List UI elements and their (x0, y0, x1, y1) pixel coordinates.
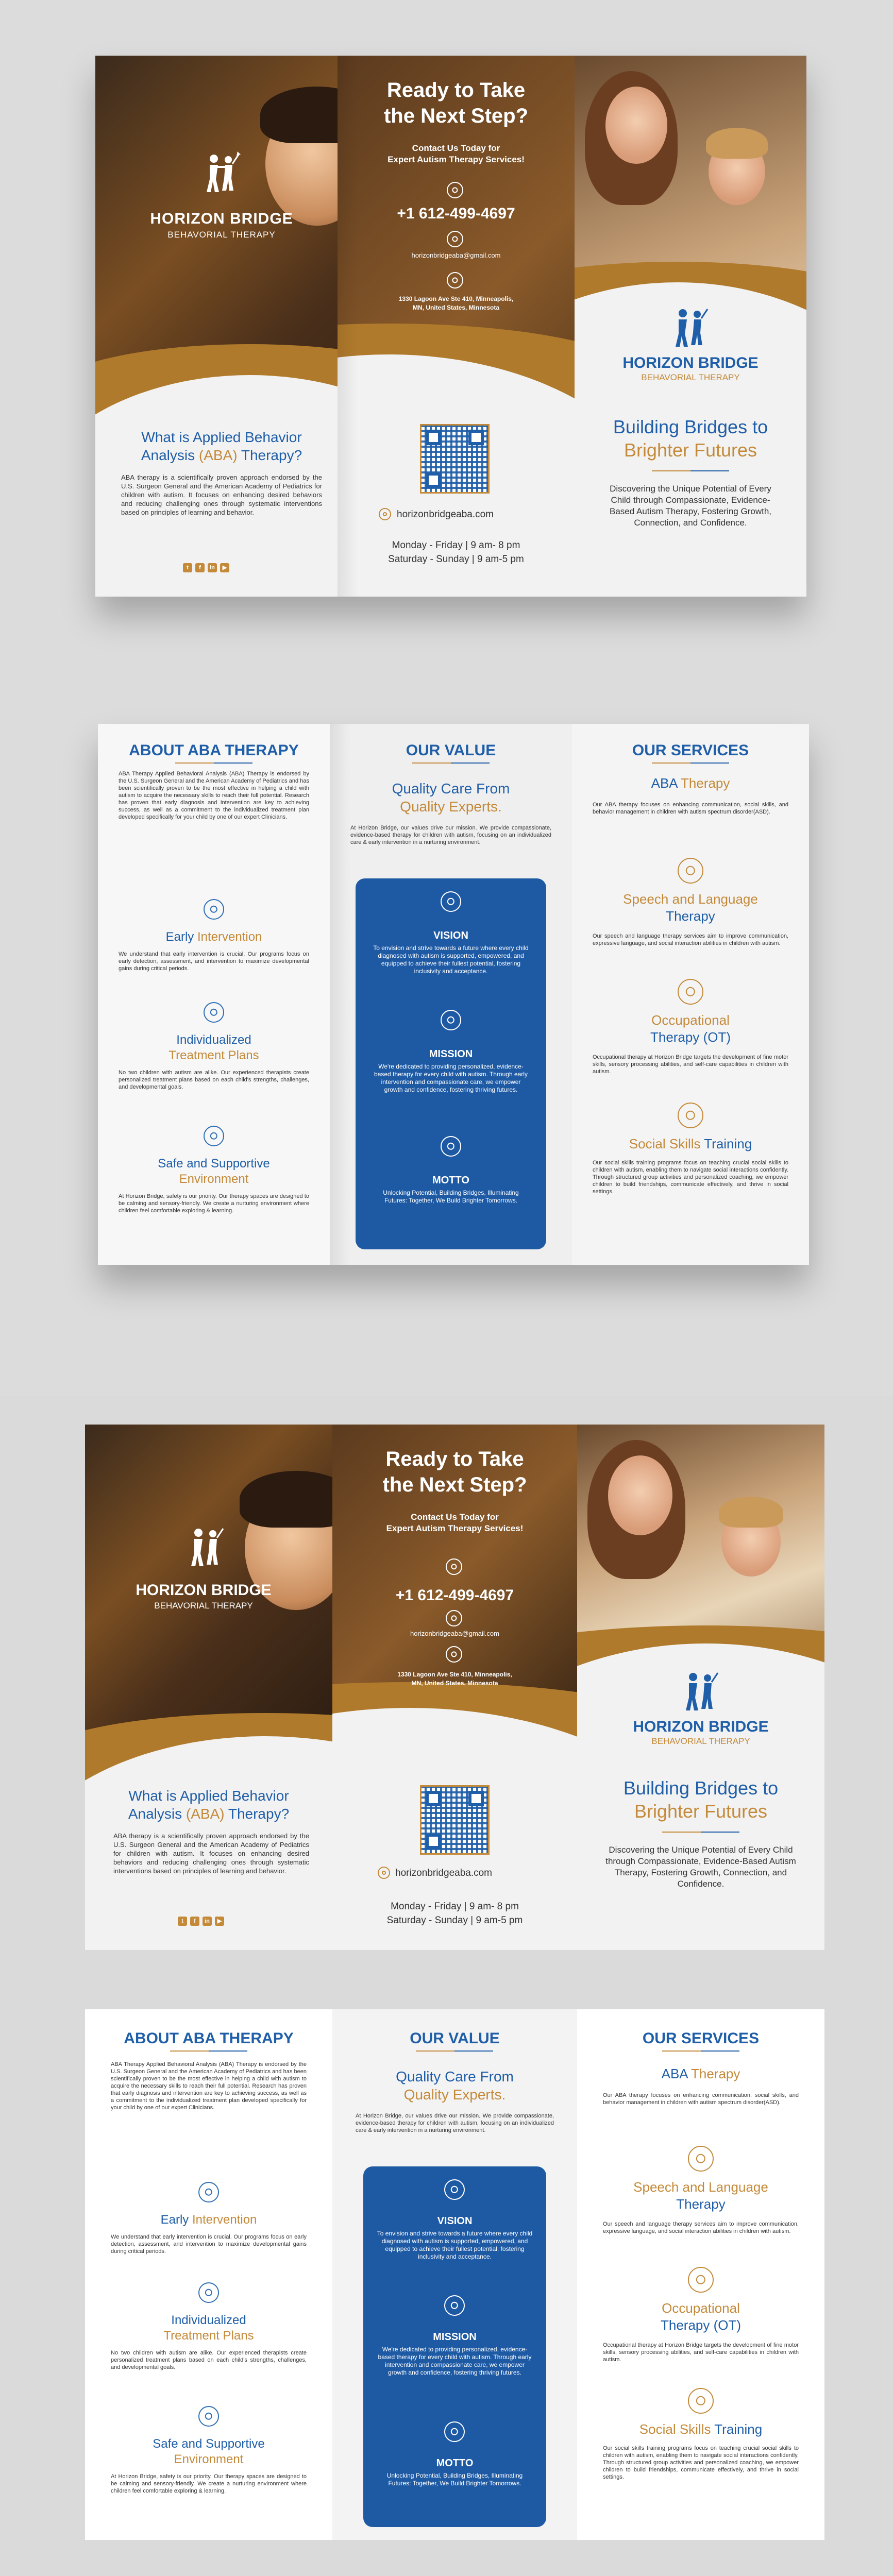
flat-location-icon (446, 1646, 462, 1663)
hours-line2: Saturday - Sunday | 9 am-5 pm (388, 554, 524, 565)
brand-tagline: BEHAVORIAL THERAPY (167, 230, 276, 240)
flat-about-title: ABOUT ABA THERAPY (124, 2030, 294, 2047)
mission-title: MISSION (429, 1048, 473, 1060)
youtube-icon[interactable]: ▶ (215, 1917, 224, 1926)
flat-cta-subtitle-line2: Expert Autism Therapy Services! (386, 1523, 524, 1533)
qr-code[interactable] (420, 424, 490, 494)
flat-panel-aba-info (85, 1425, 332, 1950)
aba-title-line2: Analysis (ABA) Therapy? (141, 447, 302, 463)
value-title: OUR VALUE (406, 742, 496, 759)
flat-mission-body: We're dedicated to providing personalized, evidence-based therapy for every child with autism. Through early intervention and compassionate care, we empower growth and confidence, fostering thriving futures. (378, 2346, 532, 2376)
individualized-title-a: Individualized (176, 1033, 251, 1047)
flat-panel-about (85, 2009, 332, 2540)
youtube-icon[interactable]: ▶ (220, 563, 229, 572)
flat-speech-title-b: Therapy (676, 2196, 726, 2212)
facebook-icon[interactable]: f (190, 1917, 199, 1926)
headline-body: Discovering the Unique Potential of Every Child through Compassionate, Evidence-Based Autism Therapy, Fostering Growth, Connection, and Confidence. (609, 484, 771, 528)
value-body: At Horizon Bridge, our values drive our mission. We provide compassionate, evidence-based therapy for children with autism, focusing on an individualized care & early intervention in a nurturing environment. (350, 825, 551, 845)
flat-qr-code[interactable] (420, 1785, 490, 1855)
ot-body: Occupational therapy at Horizon Bridge targets the development of fine motor skills, sensory processing abilities, and self-care capabilities in children with autism. (593, 1054, 788, 1075)
flat-ot-title-b: Therapy (OT) (660, 2317, 742, 2333)
ot-title-a: Occupational (651, 1012, 730, 1028)
flat-address-line2: MN, United States, Minnesota (411, 1680, 498, 1687)
flat-cover-brand-name: HORIZON BRIDGE (633, 1718, 769, 1735)
flat-individualized-title-b: Treatment Plans (163, 2329, 254, 2343)
flat-gear-icon (688, 2267, 714, 2293)
eye-icon (441, 891, 461, 912)
flat-aba-therapy-title: ABA Therapy (661, 2066, 740, 2081)
flat-woman-face-image (608, 1455, 672, 1535)
flat-individualized-body: No two children with autism are alike. Our experienced therapists create personalized treatment plans based on each child's strengths, challenges, and developmental goals. (111, 2350, 307, 2370)
flat-early-intervention-body: We understand that early intervention is crucial. Our programs focus on early detection, assessment, and intervention to maximize developmental gains during critical periods. (111, 2234, 307, 2255)
flat-vision-title: VISION (437, 2215, 473, 2227)
about-divider (175, 762, 252, 764)
flat-inside (85, 2009, 824, 2540)
flat-person-icon (198, 2282, 219, 2303)
flat-lightbulb-icon (444, 2421, 465, 2442)
motto-body: Unlocking Potential, Building Bridges, Illuminating Futures: Together, We Build Brighter Tomorrows. (383, 1189, 519, 1204)
flat-aba-title-line2: Analysis (ABA) Therapy? (128, 1806, 290, 1822)
flat-headline-line1: Building Bridges to (623, 1777, 779, 1799)
flat-panel-cover (577, 1425, 824, 1950)
flat-aba-therapy-body: Our ABA therapy focuses on enhancing communication, social skills, and behavior management in children with autism spectrum disorder(ASD). (603, 2092, 799, 2106)
aba-therapy-body: Our ABA therapy focuses on enhancing communication, social skills, and behavior management in children with autism spectrum disorder(ASD). (593, 802, 788, 815)
flat-cta-title-line2: the Next Step? (382, 1473, 527, 1496)
flat-vision-body: To envision and strive towards a future where every child diagnosed with autism is supported, empowered, and equipped to achieve their fullest potential, fostering inclusivity and acceptance. (377, 2230, 533, 2260)
individualized-body: No two children with autism are alike. Our experienced therapists create personalized treatment plans based on each child's strengths, challenges, and developmental goals. (119, 1070, 309, 1090)
twitter-icon[interactable]: t (183, 563, 192, 572)
shield-icon (204, 1126, 224, 1146)
panel-services (572, 724, 809, 1265)
flat-value-title: OUR VALUE (410, 2030, 500, 2047)
flat-social-skills-title: Social Skills Training (639, 2421, 763, 2437)
social-skills-title: Social Skills Training (629, 1136, 752, 1151)
flat-safe-body: At Horizon Bridge, safety is our priority. Our therapy spaces are designed to be calming and sensory-friendly. We create a nurturing environment where children feel comfortable exploring & learning. (111, 2473, 307, 2494)
flat-motto-title: MOTTO (436, 2458, 474, 2469)
flat-value-divider (416, 2050, 493, 2052)
twitter-icon[interactable]: t (178, 1917, 187, 1926)
flat-social-links (178, 1917, 224, 1926)
kids-logo-icon (198, 148, 245, 195)
flat-services-divider (662, 2050, 739, 2052)
flat-phone-icon (446, 1558, 462, 1575)
flat-globe-icon (378, 1867, 390, 1879)
flat-value-body: At Horizon Bridge, our values drive our mission. We provide compassionate, evidence-based therapy for children with autism, focusing on an individualized care & early intervention in a nurturing environment. (356, 2113, 554, 2133)
flat-shield-icon (198, 2406, 219, 2427)
flat-hours-line1: Monday - Friday | 9 am- 8 pm (391, 1901, 519, 1912)
flat-headline-line2: Brighter Futures (634, 1801, 768, 1822)
location-icon (447, 272, 463, 289)
flat-brand-name: HORIZON BRIDGE (136, 1582, 272, 1599)
services-divider (652, 762, 729, 764)
flat-phone-number[interactable]: +1 612-499-4697 (395, 1587, 514, 1604)
aba-title-line1: What is Applied Behavior (141, 429, 302, 445)
clock-icon (204, 899, 224, 920)
email-address[interactable]: horizonbridgeaba@gmail.com (411, 251, 501, 259)
speech-title-b: Therapy (666, 908, 715, 924)
speech-bubble-icon (678, 858, 703, 884)
kids-logo-blue-icon (667, 303, 714, 349)
flat-aba-body: ABA therapy is a scientifically proven approach endorsed by the U.S. Surgeon General and the American Academy of Pediatrics for children with autism. It focuses on enhancing desired behaviors and reducing challenging ones through systematic interventions based on principles of learning and behavior. (113, 1832, 309, 1875)
hours-line1: Monday - Friday | 9 am- 8 pm (392, 540, 520, 551)
cta-title-line1: Ready to Take (386, 79, 526, 101)
linkedin-icon[interactable]: in (203, 1917, 212, 1926)
value-divider (412, 762, 490, 764)
safe-body: At Horizon Bridge, safety is our priority. Our therapy spaces are designed to be calming and sensory-friendly. We create a nurturing environment where children feel comfortable exploring & learning. (119, 1193, 309, 1214)
flat-address-line1: 1330 Lagoon Ave Ste 410, Minneapolis, (397, 1671, 512, 1678)
flat-aba-title-line1: What is Applied Behavior (128, 1788, 289, 1804)
flat-email-address[interactable]: horizonbridgeaba@gmail.com (410, 1630, 499, 1637)
panel-value (330, 724, 572, 1265)
headline-line2: Brighter Futures (624, 439, 757, 461)
gear-icon (678, 979, 703, 1005)
about-body: ABA Therapy Applied Behavioral Analysis (ABA) Therapy is endorsed by the U.S. Surgeon General and the American Academy of Pediatrics and has been scientifically proven to be the most effective in helping a child with autism to acquire the necessary skills to reach their full potential. Research has proven that early diagnosis and intervention are key to achieving success, as well as a commitment to the individualized treatment plan developed specifically for your child by one of our expert Clinicians. (119, 771, 309, 820)
value-subtitle-line1: Quality Care From (392, 781, 510, 796)
panel-about (98, 724, 330, 1265)
mockup-outside-folded (95, 56, 806, 597)
woman-face-image (605, 87, 667, 164)
flat-panel-services (577, 2009, 824, 2540)
mission-body: We're dedicated to providing personalized, evidence-based therapy for every child with autism. Through early intervention and compassionate care, we empower growth and confidence, fostering thriving futures. (374, 1063, 528, 1093)
flat-boy-hair-image (719, 1497, 783, 1528)
cover-brand-tagline: BEHAVORIAL THERAPY (641, 372, 740, 382)
value-subtitle-line2: Quality Experts. (400, 799, 502, 815)
flat-brand-tagline: BEHAVORIAL THERAPY (154, 1601, 253, 1611)
flat-outside (85, 1425, 824, 1950)
people-icon (678, 1103, 703, 1128)
flat-cover-brand-tagline: BEHAVORIAL THERAPY (651, 1736, 750, 1746)
values-card (356, 878, 546, 1249)
phone-icon (447, 182, 463, 198)
flat-individualized-title-a: Individualized (171, 2313, 246, 2327)
safe-title-a: Safe and Supportive (158, 1157, 270, 1171)
flat-eye-icon (444, 2179, 465, 2200)
flat-ot-body: Occupational therapy at Horizon Bridge targets the development of fine motor skills, sensory processing abilities, and self-care capabilities in children with autism. (603, 2342, 799, 2363)
flat-mission-title: MISSION (433, 2331, 477, 2343)
flat-services-title: OUR SERVICES (642, 2030, 760, 2047)
flat-value-subtitle-line1: Quality Care From (396, 2069, 514, 2084)
speech-body: Our speech and language therapy services aim to improve communication, expressive language, and social interaction abilities in children with autism. (593, 933, 788, 946)
flat-safe-title-a: Safe and Supportive (153, 2437, 265, 2451)
early-intervention-body: We understand that early intervention is crucial. Our programs focus on early detection, assessment, and intervention to maximize developmental gains during critical periods. (119, 951, 309, 972)
flat-values-card (363, 2166, 546, 2527)
flat-clock-icon (198, 2182, 219, 2202)
flat-speech-body: Our speech and language therapy services aim to improve communication, expressive language, and social interaction abilities in children with autism. (603, 2221, 799, 2234)
vision-body: To envision and strive towards a future where every child diagnosed with autism is supported, empowered, and equipped to achieve their fullest potential, fostering inclusivity and acceptance. (373, 944, 529, 975)
headline-line1: Building Bridges to (613, 416, 768, 437)
flat-email-icon (446, 1610, 462, 1626)
flat-cta-subtitle-line1: Contact Us Today for (411, 1512, 499, 1522)
flat-social-skills-body: Our social skills training programs focus on teaching crucial social skills to children with autism, enabling them to navigate social interactions confidently. Through structured group activities and personalized coaching, we empower children to build friendships, communicate effectively, and thrive in social settings. (603, 2445, 799, 2480)
email-icon (447, 231, 463, 247)
panel-aba-info (95, 56, 338, 597)
person-icon (204, 1002, 224, 1023)
flat-cta-title-line1: Ready to Take (385, 1448, 524, 1470)
address-line2: MN, United States, Minnesota (412, 304, 500, 311)
flat-panel-contact (332, 1425, 577, 1950)
boy-hair-image (706, 128, 768, 159)
mockup-inside-folded (98, 724, 809, 1265)
cover-brand-name: HORIZON BRIDGE (622, 354, 759, 371)
flat-kids-logo-blue-icon (678, 1667, 724, 1713)
flat-divider (662, 1832, 739, 1833)
target-icon (441, 1010, 461, 1030)
ot-title-b: Therapy (OT) (650, 1029, 731, 1045)
flat-hours-line2: Saturday - Sunday | 9 am-5 pm (386, 1915, 523, 1926)
lightbulb-icon (441, 1136, 461, 1157)
individualized-title-b: Treatment Plans (169, 1048, 259, 1062)
cta-title-line2: the Next Step? (383, 105, 529, 127)
divider (652, 470, 729, 471)
flat-headline-body: Discovering the Unique Potential of Every Child through Compassionate, Evidence-Based Autism Therapy, Fostering Growth, Connection, and Confidence. (605, 1845, 796, 1889)
linkedin-icon[interactable]: in (208, 563, 217, 572)
motto-title: MOTTO (432, 1175, 469, 1186)
phone-number[interactable]: +1 612-499-4697 (397, 205, 515, 222)
facebook-icon[interactable]: f (195, 563, 205, 572)
speech-title-a: Speech and Language (623, 891, 758, 907)
cta-subtitle-line1: Contact Us Today for (412, 143, 500, 153)
flat-motto-body: Unlocking Potential, Building Bridges, Illuminating Futures: Together, We Build Brighter Tomorrows. (386, 2472, 523, 2487)
flat-early-intervention-title: Early Intervention (160, 2213, 257, 2227)
address-line1: 1330 Lagoon Ave Ste 410, Minneapolis, (398, 295, 514, 302)
panel-contact (338, 56, 575, 597)
flat-website[interactable]: horizonbridgeaba.com (395, 1868, 493, 1878)
flat-about-divider (170, 2050, 247, 2052)
globe-icon (379, 508, 391, 520)
flat-speech-title-a: Speech and Language (633, 2179, 768, 2195)
panel-cover (575, 56, 806, 597)
fold-shadow (338, 56, 358, 597)
safe-title-b: Environment (179, 1172, 249, 1186)
website[interactable]: horizonbridgeaba.com (397, 509, 494, 520)
aba-therapy-title: ABA Therapy (651, 775, 730, 791)
flat-ot-title-a: Occupational (662, 2300, 740, 2316)
flat-about-body: ABA Therapy Applied Behavioral Analysis (ABA) Therapy is endorsed by the U.S. Surgeon General and the American Academy of Pediatrics and has been scientifically proven to be the most effective in helping a child with autism to acquire the necessary skills to reach their full potential. Research has proven that early diagnosis and intervention are key to achieving success, as well as a commitment to the individualized treatment plan developed specifically for your child by one of our expert Clinicians. (111, 2061, 307, 2111)
flat-panel-value (332, 2009, 577, 2540)
flat-safe-title-b: Environment (174, 2452, 244, 2466)
brand-name: HORIZON BRIDGE (150, 210, 293, 227)
social-skills-body: Our social skills training programs focus on teaching crucial social skills to children with autism, enabling them to navigate social interactions confidently. Through structured group activities and personalized coaching, we empower children to build friendships, communicate effectively, and thrive in social settings. (593, 1160, 788, 1195)
vision-title: VISION (433, 930, 468, 941)
cta-subtitle-line2: Expert Autism Therapy Services! (387, 155, 525, 164)
aba-body: ABA therapy is a scientifically proven approach endorsed by the U.S. Surgeon General and the American Academy of Pediatrics for children with autism. It focuses on enhancing desired behaviors and reducing challenging ones through systematic interventions based on principles of learning and behavior. (121, 473, 322, 516)
flat-value-subtitle-line2: Quality Experts. (403, 2087, 506, 2103)
social-links (183, 563, 229, 572)
services-title: OUR SERVICES (632, 742, 749, 759)
flat-kids-logo-icon (183, 1522, 229, 1569)
flat-speech-bubble-icon (688, 2146, 714, 2172)
flat-target-icon (444, 2295, 465, 2316)
early-intervention-title: Early Intervention (165, 930, 262, 944)
about-title: ABOUT ABA THERAPY (129, 742, 299, 759)
flat-people-icon (688, 2388, 714, 2414)
